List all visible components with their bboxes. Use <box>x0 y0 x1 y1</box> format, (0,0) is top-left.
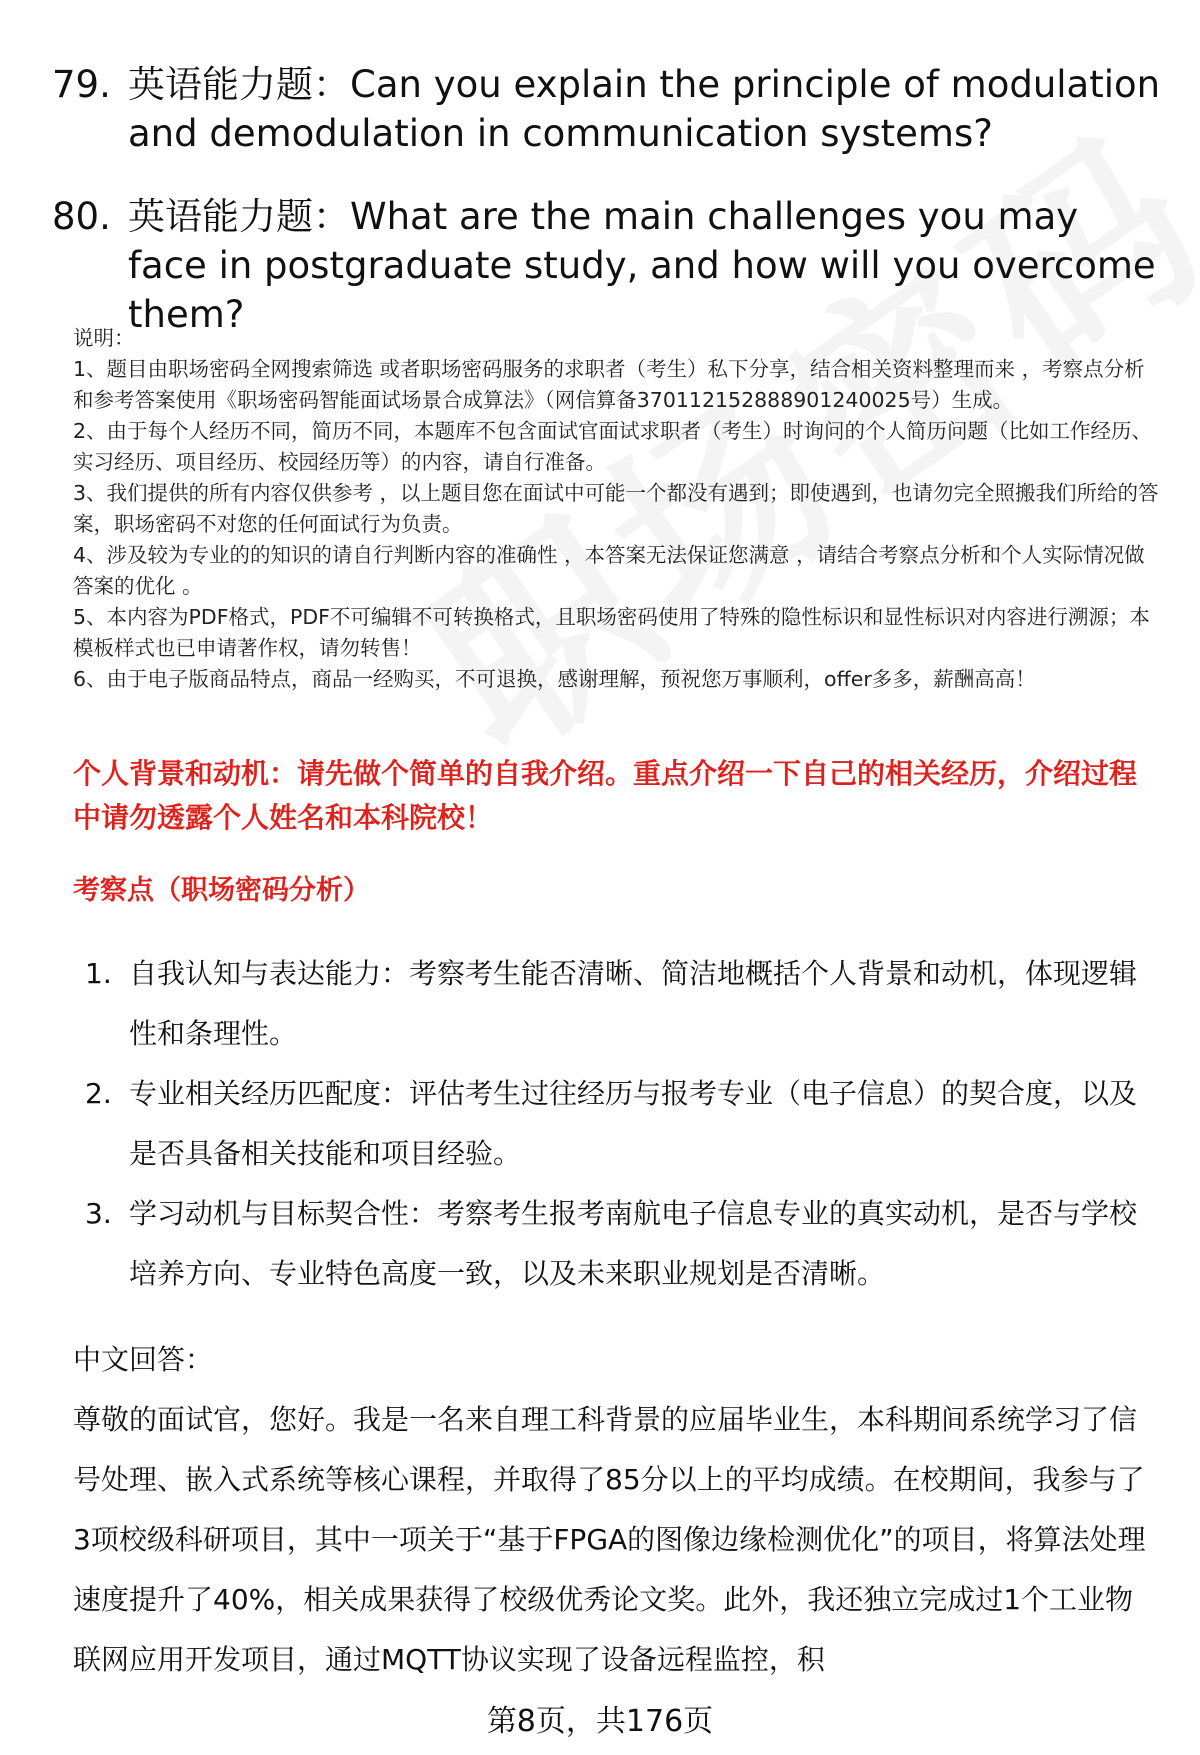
point-text: 学习动机与目标契合性：考察考生报考南航电子信息专业的真实动机，是否与学校培养方向、专业特色高度一致，以及未来职业规划是否清晰。 <box>129 1197 1138 1290</box>
answer-label: 中文回答： <box>73 1343 214 1376</box>
question-text: 英语能力题：What are the main challenges you may face in postgraduate study, and how will you overcome them? <box>128 195 1156 336</box>
note-item: 1、题目由职场密码全网搜索筛选 或者职场密码服务的求职者（考生）私下分享，结合相关资料整理而来 ，考察点分析和参考答案使用《职场密码智能面试场景合成算法》（网信算备370112152888901240025号）生成。 <box>73 357 1145 412</box>
question-79 <box>52 60 1162 158</box>
analysis-point <box>85 1184 1155 1304</box>
point-number: 2. <box>85 1077 112 1110</box>
question-number: 79. <box>52 63 111 106</box>
analysis-point <box>85 944 1155 1064</box>
note-item: 4、涉及较为专业的的知识的请自行判断内容的准确性 ，本答案无法保证您满意 ，请结合考察点分析和个人实际情况做答案的优化 。 <box>73 543 1145 598</box>
note-item: 3、我们提供的所有内容仅供参考 ，以上题目您在面试中可能一个都没有遇到；即使遇到，也请勿完全照搬我们所给的答案，职场密码不对您的任何面试行为负责。 <box>73 481 1159 536</box>
note-item: 2、由于每个人经历不同，简历不同，本题库不包含面试官面试求职者（考生）时询问的个人简历问题（比如工作经历、实习经历、项目经历、校园经历等）的内容，请自行准备。 <box>73 419 1153 474</box>
question-text: 英语能力题：Can you explain the principle of modulation and demodulation in communication systems? <box>128 63 1161 155</box>
page-number-footer: 第8页，共176页 <box>486 1704 714 1739</box>
analysis-points-list <box>85 944 1155 1304</box>
answer-text: 尊敬的面试官，您好。我是一名来自理工科背景的应届毕业生，本科期间系统学习了信号处理、嵌入式系统等核心课程，并取得了85分以上的平均成绩。在校期间，我参与了3项校级科研项目，其中一项关于“基于FPGA的图像边缘检测优化”的项目，将算法处理速度提升了40%，相关成果获得了校级优秀论文奖。此外，我还独立完成过1个工业物联网应用开发项目，通过MQTT协议实现了设备远程监控，积 <box>73 1403 1146 1676</box>
point-number: 1. <box>85 957 112 990</box>
point-text: 自我认知与表达能力：考察考生能否清晰、简洁地概括个人背景和动机，体现逻辑性和条理性。 <box>129 957 1138 1050</box>
note-item: 6、由于电子版商品特点，商品一经购买，不可退换，感谢理解，预祝您万事顺利，offer多多，薪酬高高！ <box>73 667 1036 691</box>
analysis-heading: 考察点（职场密码分析） <box>73 875 370 906</box>
point-number: 3. <box>85 1197 112 1230</box>
question-80 <box>52 192 1162 339</box>
analysis-point <box>85 1064 1155 1184</box>
interview-question-heading: 个人背景和动机：请先做个简单的自我介绍。重点介绍一下自己的相关经历，介绍过程中请勿透露个人姓名和本科院校！ <box>73 757 1138 834</box>
disclaimer-notes <box>73 323 1163 695</box>
note-item: 5、本内容为PDF格式，PDF不可编辑不可转换格式，且职场密码使用了特殊的隐性标识和显性标识对内容进行溯源；本模板样式也已申请著作权，请勿转售！ <box>73 605 1150 660</box>
point-text: 专业相关经历匹配度：评估考生过往经历与报考专业（电子信息）的契合度，以及是否具备相关技能和项目经验。 <box>129 1077 1138 1170</box>
notes-title: 说明： <box>73 326 135 350</box>
question-number: 80. <box>52 195 111 238</box>
